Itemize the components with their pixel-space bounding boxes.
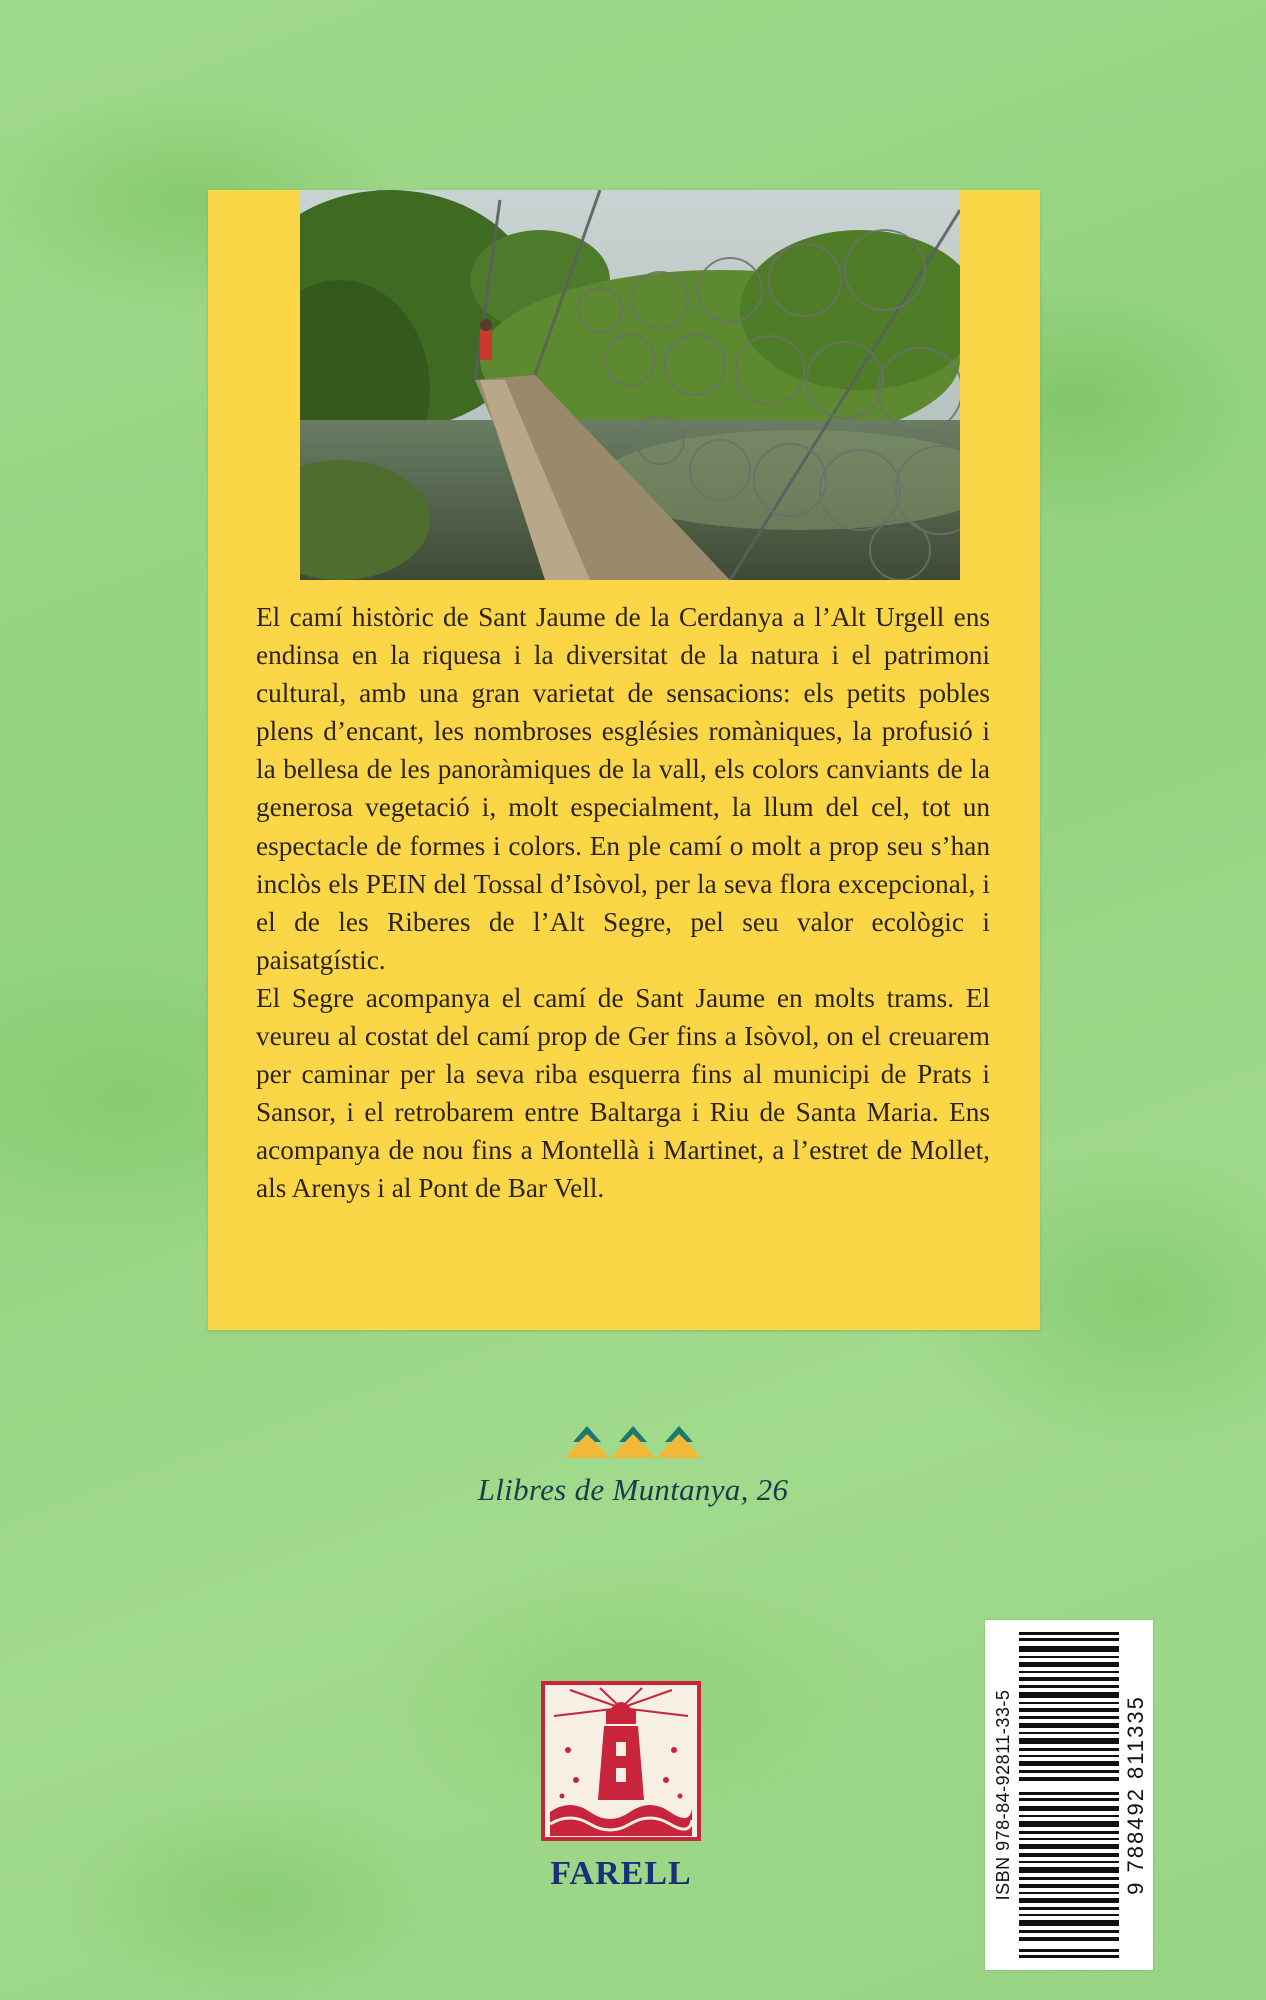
series-block (0, 1418, 1266, 1508)
photo-illustration (300, 190, 960, 580)
blurb-text (256, 598, 990, 1208)
blurb-paragraph-2: El Segre acompanya el camí de Sant Jaume en molts trams. El veureu al costat del camí prop de Ger fins a Isòvol, on el creuarem per caminar per la seva riba esquerra fins al municipi de Prats i Sansor, i el retrobarem entre Baltarga i Riu de Santa Maria. Ens acompanya de nou fins a Montellà i Martinet, a l’estret de Mollet, als Arenys i al Pont de Bar Vell. (256, 982, 990, 1204)
yellow-text-panel (208, 190, 1040, 1330)
isbn-barcode (985, 1620, 1153, 1970)
barcode-bars-icon (1019, 1632, 1119, 1958)
barcode-digits: 9 788492 811335 (1123, 1695, 1148, 1895)
suspension-bridge-photo (300, 190, 960, 580)
blurb-paragraph-1: El camí històric de Sant Jaume de la Cerdanya a l’Alt Urgell ens endinsa en la riquesa i la diversitat de la natura i el patrimoni cultural, amb una gran varietat de sensacions: els petits pobles plens d’encant, les nombroses esglésies romàniques, la profusió i la bellesa de les panoràmiques de la vall, els colors canviants de la generosa vegetació i, molt especialment, la llum del cel, tot un espectacle de formes i colors. En ple camí o molt a prop seu s’han inclòs els PEIN del Tossal d’Isòvol, per la seva flora excepcional, i el de les Riberes de l’Alt Segre, pel seu valor ecològic i paisatgístic. (256, 602, 990, 975)
publisher-name: FARELL (550, 1855, 692, 1892)
isbn-text: ISBN 978-84-92811-33-5 (993, 1689, 1013, 1901)
mountains-logo-icon (565, 1418, 701, 1458)
lighthouse-logo-icon (540, 1680, 702, 1842)
series-label: Llibres de Muntanya, 26 (477, 1472, 789, 1507)
publisher-block (540, 1680, 702, 1893)
